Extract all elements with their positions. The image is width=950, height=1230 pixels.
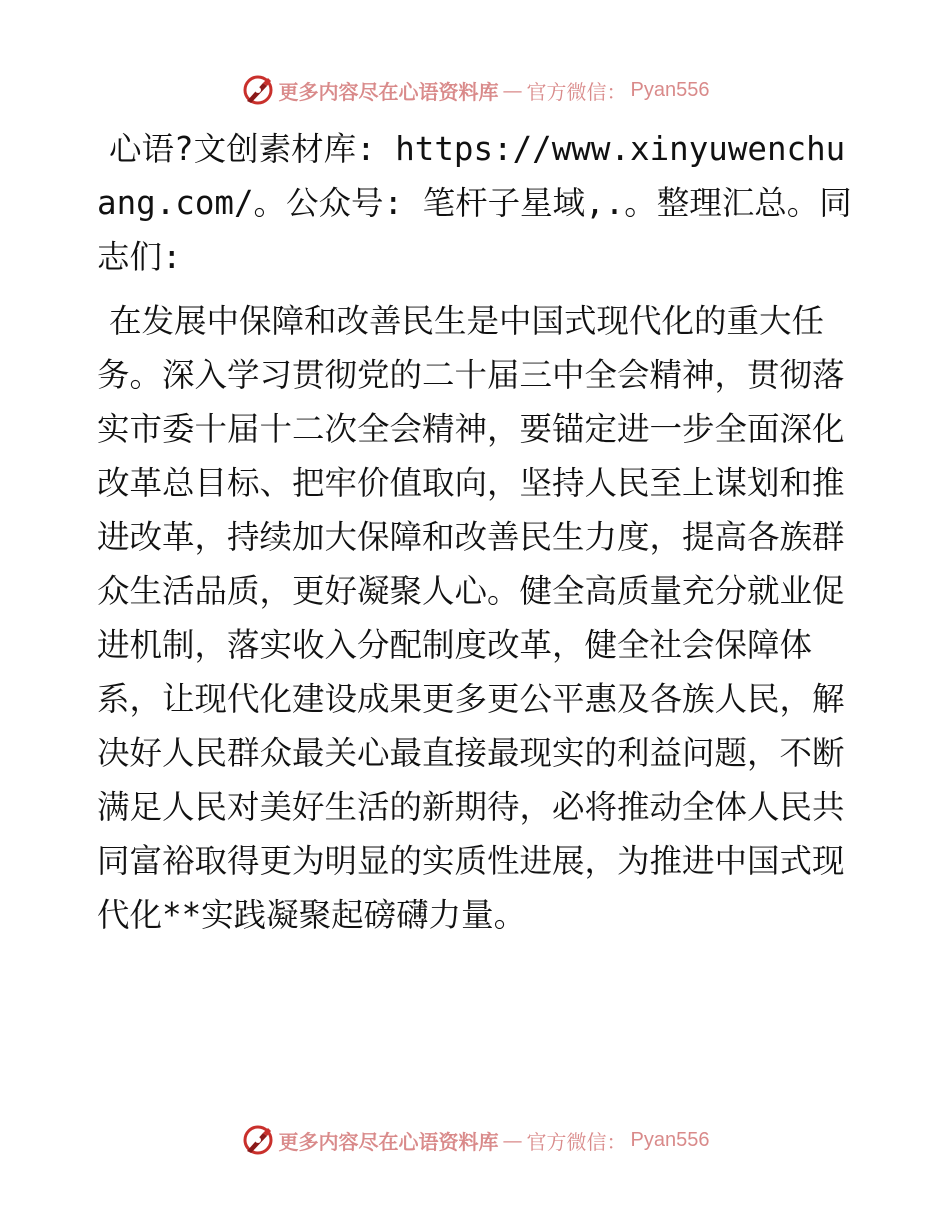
header-banner <box>0 70 950 110</box>
main-paragraph: 在发展中保障和改善民生是中国式现代化的重大任务。深入学习贯彻党的二十届三中全会精神，贯彻落实市委十届十二次全会精神，要锚定进一步全面深化改革总目标、把牢价值取向，坚持人民至上谋划和推进改革，持续加大保障和改善民生力度，提高各族群众生活品质，更好凝聚人心。健全高质量充分就业促进机制，落实收入分配制度改革，健全社会保障体系，让现代化建设成果更多更公平惠及各族人民，解决好人民群众最关心最直接最现实的利益问题，不断满足人民对美好生活的新期待，必将推动全体人民共同富裕取得更为明显的实质性进展，为推进中国式现代化**实践凝聚起磅礴力量。 <box>97 302 845 934</box>
banner-wechat-label: 官方微信： <box>526 79 627 104</box>
banner-separator: — <box>502 1128 523 1152</box>
document-body <box>97 122 857 942</box>
banner-wechat-id: Pyan556 <box>630 78 710 101</box>
pen-logo-icon <box>241 1123 275 1157</box>
banner-wechat-id: Pyan556 <box>630 1128 710 1151</box>
pen-logo-icon <box>241 73 275 107</box>
intro-paragraph: 心语?文创素材库: https://www.xinyuwenchuang.com/。公众号: 笔杆子星域,.。整理汇总。同志们: <box>97 130 852 276</box>
header-banner-content <box>241 73 710 107</box>
banner-main-text: 更多内容尽在心语资料库 <box>278 1129 499 1154</box>
banner-separator: — <box>502 78 523 102</box>
banner-main-text: 更多内容尽在心语资料库 <box>278 79 499 104</box>
banner-wechat-label: 官方微信： <box>526 1129 627 1154</box>
footer-banner <box>0 1120 950 1160</box>
footer-banner-content <box>241 1123 710 1157</box>
